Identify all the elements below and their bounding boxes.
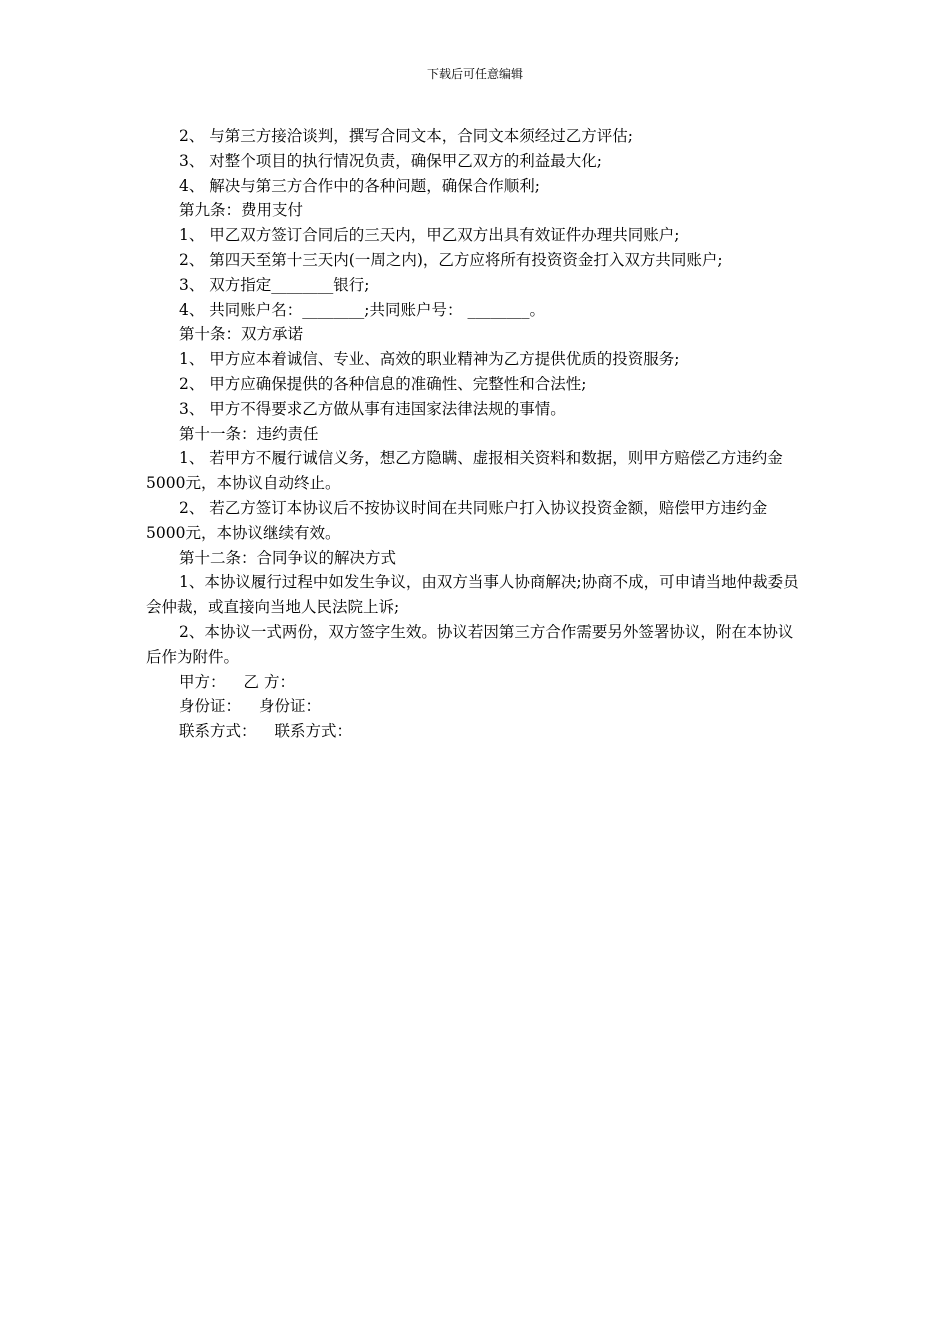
list-item: 4、 共同账户名：________;共同账户号： ________。 <box>179 300 545 319</box>
list-item: 3、 对整个项目的执行情况负责，确保甲乙双方的利益最大化; <box>179 151 603 170</box>
contact-a-label: 联系方式： <box>179 722 257 741</box>
id-b-label: 身份证： <box>259 697 322 716</box>
id-a-label: 身份证： <box>179 697 242 716</box>
section-heading: 第九条：费用支付 <box>179 201 304 220</box>
list-item: 3、 甲方不得要求乙方做从事有违国家法律法规的事情。 <box>179 399 566 418</box>
paragraph: 2、 若乙方签订本协议后不按协议时间在共同账户打入协议投资金额，赔偿甲方违约金5000元，本协议继续有效。 <box>146 498 768 542</box>
paragraph: 1、 若甲方不履行诚信义务，想乙方隐瞒、虚报相关资料和数据，则甲方赔偿乙方违约金5000元，本协议自动终止。 <box>146 449 783 493</box>
contact-b-label: 联系方式： <box>274 722 353 741</box>
list-item: 2、 第四天至第十三天内(一周之内)，乙方应将所有投资资金打入双方共同账户; <box>179 250 723 269</box>
party-a-label: 甲方： <box>179 672 226 691</box>
paragraph: 1、本协议履行过程中如发生争议，由双方当事人协商解决;协商不成，可申请当地仲裁委员会仲裁，或直接向当地人民法院上诉; <box>146 573 799 617</box>
signature-row-id <box>146 694 806 719</box>
list-item: 1、 甲乙双方签订合同后的三天内，甲乙双方出具有效证件办理共同账户; <box>179 226 680 245</box>
list-item: 3、 双方指定________银行; <box>179 275 370 294</box>
section-heading: 第十条：双方承诺 <box>179 325 304 344</box>
paragraph: 2、本协议一式两份，双方签字生效。协议若因第三方合作需要另外签署协议，附在本协议后作为附件。 <box>146 622 794 666</box>
list-item: 4、 解决与第三方合作中的各种问题，确保合作顺利; <box>179 176 541 195</box>
list-item: 2、 与第三方接洽谈判，撰写合同文本，合同文本须经过乙方评估; <box>179 127 634 145</box>
signature-row-contact <box>146 719 806 744</box>
page-header: 下载后可任意编辑 <box>426 67 523 81</box>
party-b-label: 乙 方： <box>243 672 295 691</box>
section-heading: 第十二条：合同争议的解决方式 <box>179 548 397 567</box>
document-body <box>146 124 806 744</box>
signature-row-party <box>146 670 806 695</box>
section-heading: 第十一条：违约责任 <box>179 424 319 443</box>
list-item: 2、 甲方应确保提供的各种信息的准确性、完整性和合法性; <box>179 374 587 393</box>
list-item: 1、 甲方应本着诚信、专业、高效的职业精神为乙方提供优质的投资服务; <box>179 350 680 369</box>
